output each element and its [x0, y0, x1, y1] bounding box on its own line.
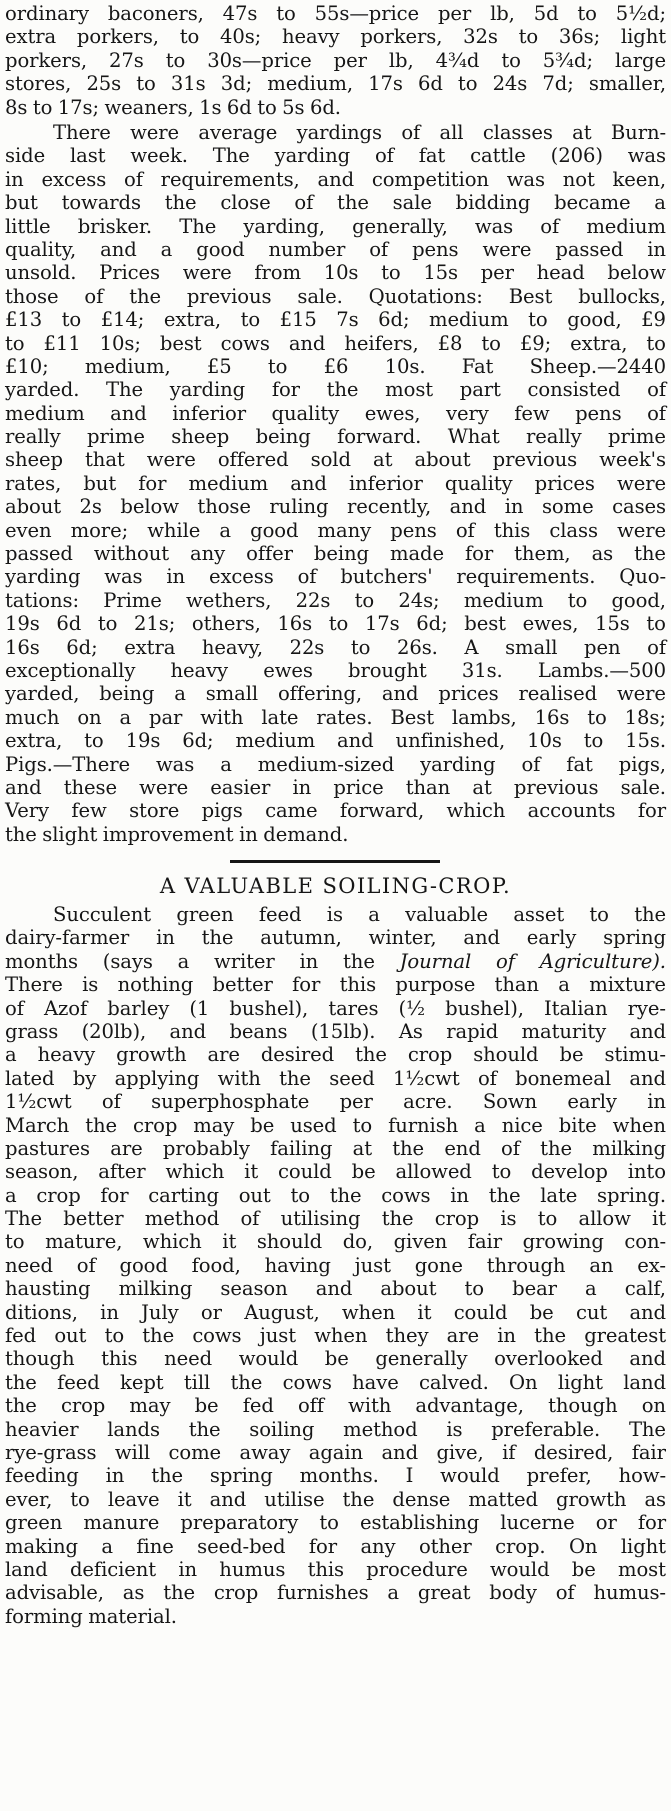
text-line: rye-grass will come away again and give, if desired, fair: [5, 1440, 666, 1464]
text-line: rates, but for medium and inferior quality prices were: [5, 471, 666, 495]
section-divider-rule: [230, 860, 440, 863]
text-line: in excess of requirements, and competition was not keen,: [5, 167, 666, 191]
text-line: yarding was in excess of butchers' requirements. Quo-: [5, 565, 666, 589]
text-line: the feed kept till the cows have calved. On light land: [5, 1370, 666, 1394]
text-line: 8s to 17s; weaners, 1s 6d to 5s 6d.: [5, 95, 341, 119]
text-line: pastures are probably failing at the end of the milking: [5, 1136, 666, 1160]
text-line: quality, and a good number of pens were passed in: [5, 237, 666, 261]
text-line: ordinary baconers, 47s to 55s—price per lb, 5d to 5½d;: [5, 2, 666, 25]
text-line: advisable, as the crop furnishes a great body of humus-: [5, 1581, 666, 1605]
text-line: 1½cwt of superphosphate per acre. Sown early in: [5, 1090, 666, 1114]
text-line: much on a par with late rates. Best lambs, 16s to 18s;: [5, 705, 666, 729]
text-line: and these were easier in price than at previous sale.: [5, 775, 666, 799]
text-line: the crop may be fed off with advantage, though on: [5, 1394, 666, 1418]
text-line: unsold. Prices were from 10s to 15s per head below: [5, 261, 666, 285]
text-line: yarded, being a small offering, and prices realised were: [5, 682, 666, 706]
text-line: March the crop may be used to furnish a nice bite when: [5, 1113, 666, 1137]
text-line: about 2s below those ruling recently, and in some cases: [5, 495, 666, 519]
soiling-crop-paragraph: [5, 903, 666, 1628]
text-line: of Azof barley (1 bushel), tares (½ bushel), Italian rye-: [5, 996, 666, 1020]
text-line: The better method of utilising the crop is to allow it: [5, 1207, 666, 1231]
text-line: green manure preparatory to establishing lucerne or for: [5, 1511, 666, 1535]
text-line: extra, to 19s 6d; medium and unfinished, 10s to 15s.: [5, 729, 666, 753]
text-line: ditions, in July or August, when it could be cut and: [5, 1300, 666, 1324]
text-line: passed without any offer being made for them, as the: [5, 542, 666, 566]
text-line: to £11 10s; best cows and heifers, £8 to £9; extra, to: [5, 331, 666, 355]
text-line: forming material.: [5, 1604, 177, 1628]
text-line: to mature, which it should do, given fair growing con-: [5, 1230, 666, 1254]
text-line: exceptionally heavy ewes brought 31s. Lambs.—500: [5, 658, 666, 682]
article-headline: A VALUABLE SOILING-CROP.: [159, 874, 512, 898]
text-line: but towards the close of the sale bidding became a: [5, 191, 666, 215]
text-line: £13 to £14; extra, to £15 7s 6d; medium to good, £9: [5, 308, 666, 332]
text-line: side last week. The yarding of fat cattle (206) was: [5, 144, 666, 168]
text-line: stores, 25s to 31s 3d; medium, 17s 6d to 24s 7d; smaller,: [5, 72, 666, 96]
text-line: There were average yardings of all classes at Burn-: [53, 121, 666, 144]
text-line: Pigs.—There was a medium-sized yarding of fat pigs,: [5, 752, 666, 776]
text-line: those of the previous sale. Quotations: Best bullocks,: [5, 284, 666, 308]
text-line: ever, to leave it and utilise the dense matted growth as: [5, 1487, 666, 1511]
text-line: sheep that were offered sold at about previous week's: [5, 448, 666, 472]
market-report-paragraph-2: [5, 121, 666, 846]
text-line: months (says a writer in the Journal of Agriculture).: [5, 949, 666, 973]
text-line: land deficient in humus this procedure would be most: [5, 1557, 666, 1581]
text-line: making a fine seed-bed for any other crop. On light: [5, 1534, 666, 1558]
text-line: Very few store pigs came forward, which accounts for: [5, 799, 666, 823]
text-line: porkers, 27s to 30s—price per lb, 4¾d to 5¾d; large: [5, 48, 666, 72]
text-line: hausting milking season and about to bear a calf,: [5, 1277, 666, 1301]
text-line: 19s 6d to 21s; others, 16s to 17s 6d; best ewes, 15s to: [5, 612, 666, 636]
text-line: even more; while a good many pens of this class were: [5, 518, 666, 542]
text-line: little brisker. The yarding, generally, was of medium: [5, 214, 666, 238]
text-line: lated by applying with the seed 1½cwt of bonemeal and: [5, 1066, 666, 1090]
text-line: though this need would be generally overlooked and: [5, 1347, 666, 1371]
text-line: a crop for carting out to the cows in the late spring.: [5, 1183, 666, 1207]
text-line: feeding in the spring months. I would prefer, how-: [5, 1464, 666, 1488]
text-line: the slight improvement in demand.: [5, 822, 349, 846]
text-line: medium and inferior quality ewes, very few pens of: [5, 401, 666, 425]
text-line: fed out to the cows just when they are in the greatest: [5, 1324, 666, 1348]
text-line: heavier lands the soiling method is preferable. The: [5, 1417, 666, 1441]
text-line: dairy-farmer in the autumn, winter, and early spring: [5, 926, 666, 950]
text-line: yarded. The yarding for the most part consisted of: [5, 378, 666, 402]
text-line: £10; medium, £5 to £6 10s. Fat Sheep.—2440: [5, 354, 666, 378]
text-line: need of good food, having just gone through an ex-: [5, 1253, 666, 1277]
text-line: 16s 6d; extra heavy, 22s to 26s. A small pen of: [5, 635, 666, 659]
text-line: There is nothing better for this purpose than a mixture: [5, 973, 666, 997]
text-line: a heavy growth are desired the crop should be stimu-: [5, 1043, 666, 1067]
market-report-paragraph-1: [5, 2, 666, 119]
text-line: extra porkers, to 40s; heavy porkers, 32s to 36s; light: [5, 25, 666, 49]
text-line: really prime sheep being forward. What really prime: [5, 425, 666, 449]
text-line: season, after which it could be allowed to develop into: [5, 1160, 666, 1184]
text-line: Succulent green feed is a valuable asset to the: [53, 903, 666, 926]
text-line: tations: Prime wethers, 22s to 24s; medium to good,: [5, 588, 666, 612]
text-line: grass (20lb), and beans (15lb). As rapid maturity and: [5, 1019, 666, 1043]
